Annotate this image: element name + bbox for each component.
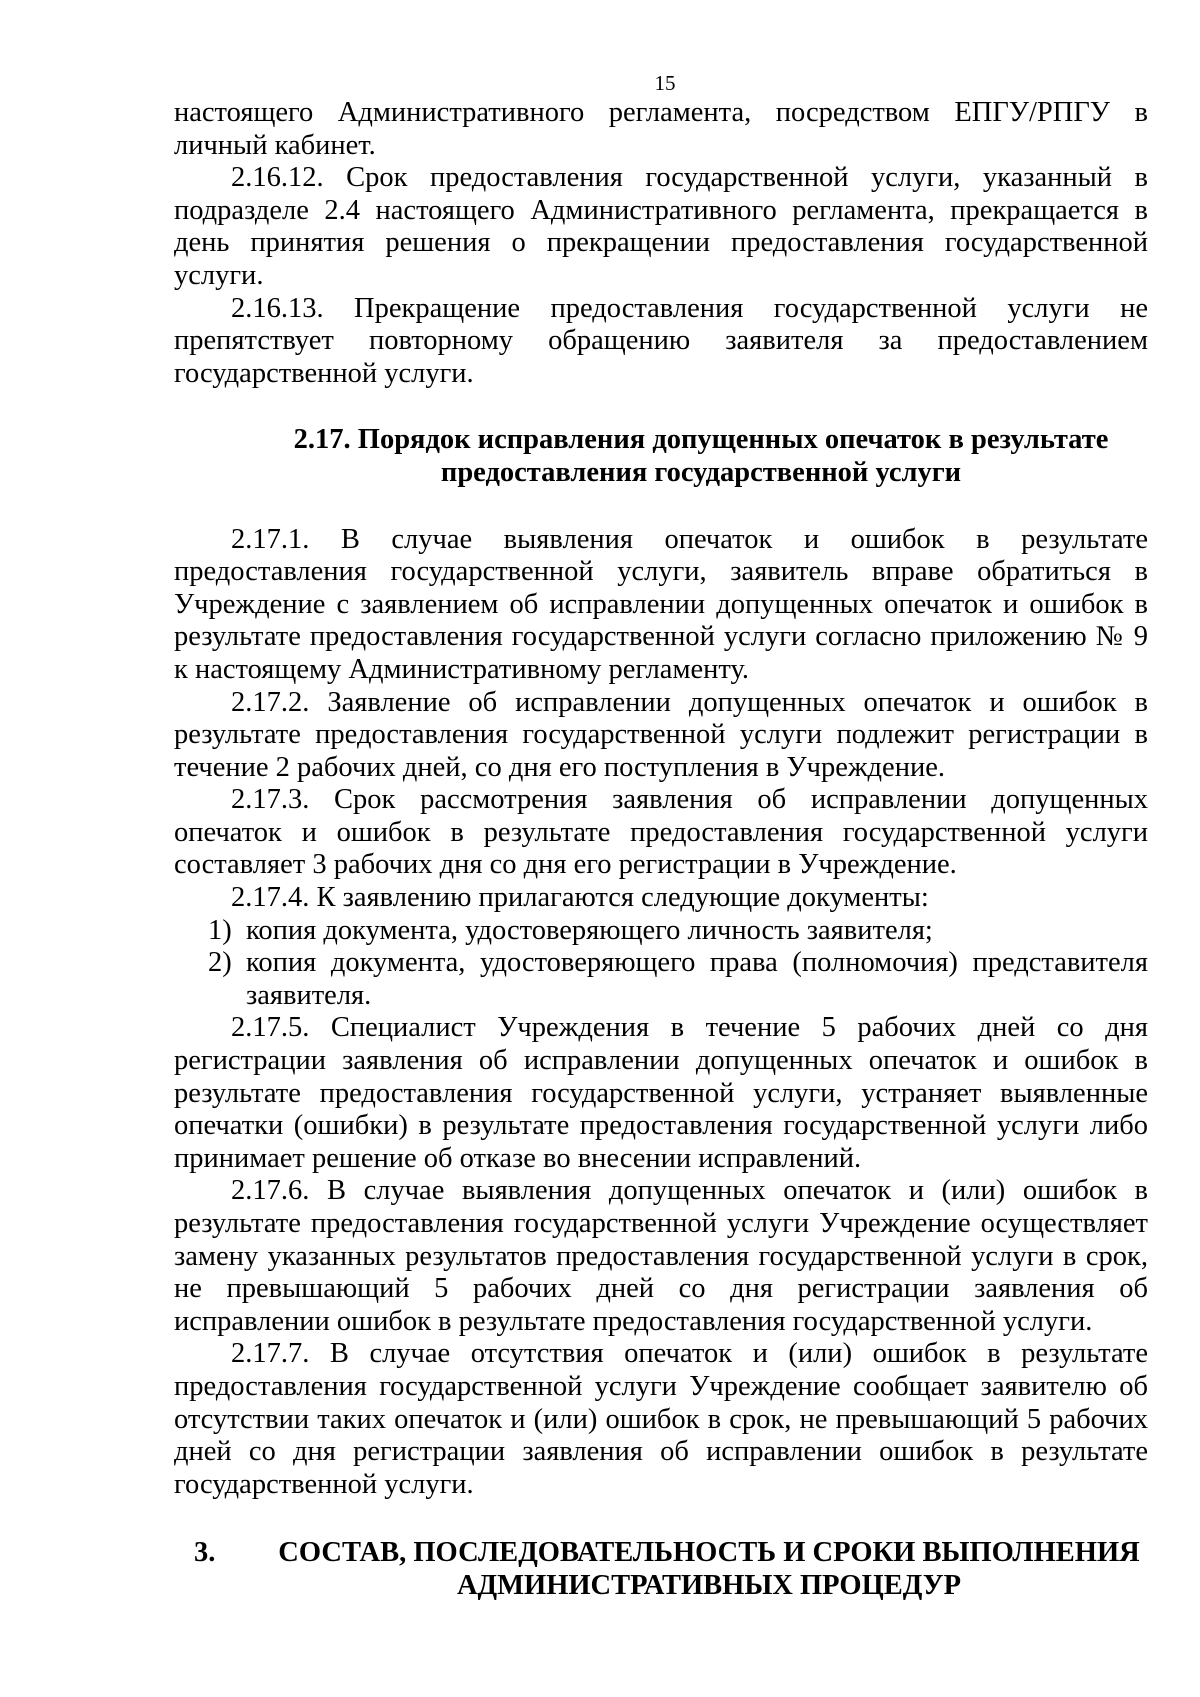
paragraph-2-17-4: 2.17.4. К заявлению прилагаются следующие документы: <box>231 882 929 914</box>
paragraph-continuation: настоящего Административного регламента, посредством ЕПГУ/РПГУ в личный кабинет. <box>174 97 1148 161</box>
section-heading-3 <box>174 1537 1148 1602</box>
page-number: 15 <box>654 71 676 95</box>
paragraph-2-17-2: 2.17.2. Заявление об исправлении допущенных опечаток и ошибок в результате предоставления государственной услуги подлежит регистрации в течение 2 рабочих дней, со дня его поступления в Учреждение. <box>174 686 1148 783</box>
section-number: 3. <box>194 1537 216 1569</box>
paragraph-2-17-7: 2.17.7. В случае отсутствия опечаток и (или) ошибок в результате предоставления государственной услуги Учреждение сообщает заявителю об отсутствии таких опечаток и (или) ошибок в срок, не превышающий 5 рабочих дней со дня регистрации заявления об исправлении ошибок в результате государственной услуги. <box>174 1338 1148 1500</box>
document-body <box>174 97 1148 1603</box>
paragraph-2-16-13: 2.16.13. Прекращение предоставления государственной услуги не препятствует повторному обращению заявителя за предоставлением государственной услуги. <box>174 292 1148 389</box>
list-item-text: копия документа, удостоверяющего личность заявителя; <box>246 914 933 946</box>
list-item-number: 2) <box>208 947 232 979</box>
list-item-number: 1) <box>208 914 232 946</box>
paragraph-2-17-5: 2.17.5. Специалист Учреждения в течение 5 рабочих дней со дня регистрации заявления об исправлении допущенных опечаток и ошибок в результате предоставления государственной услуги, устраняет выявленные опечатки (ошибки) в результате предоставления государственной услуги либо принимает решение об отказе во внесении исправлений. <box>174 1012 1148 1174</box>
section-heading-2-17: 2.17. Порядок исправления допущенных опечаток в результате предоставления государственной услуги <box>293 424 1109 488</box>
paragraph-2-17-3: 2.17.3. Срок рассмотрения заявления об исправлении допущенных опечаток и ошибок в результате предоставления государственной услуги составляет 3 рабочих дня со дня его регистрации в Учреждение. <box>174 784 1148 881</box>
list-item <box>174 915 1148 948</box>
list-item <box>174 947 1148 1012</box>
section-title: СОСТАВ, ПОСЛЕДОВАТЕЛЬНОСТЬ И СРОКИ ВЫПОЛНЕНИЯ АДМИНИСТРАТИВНЫХ ПРОЦЕДУР <box>278 1537 1140 1601</box>
paragraph-2-17-6: 2.17.6. В случае выявления допущенных опечаток и (или) ошибок в результате предоставления государственной услуги Учреждение осуществляет замену указанных результатов предоставления государственной услуги в срок, не превышающий 5 рабочих дней со дня регистрации заявления об исправлении ошибок в результате предоставления государственной услуги. <box>174 1175 1148 1337</box>
list-item-text: копия документа, удостоверяющего права (полномочия) представителя заявителя. <box>246 947 1148 1011</box>
paragraph-2-17-1: 2.17.1. В случае выявления опечаток и ошибок в результате предоставления государственной услуги, заявитель вправе обратиться в Учреждение с заявлением об исправлении допущенных опечаток и ошибок в результате предоставления государственной услуги согласно приложению № 9 к настоящему Административному регламенту. <box>174 523 1148 685</box>
paragraph-2-16-12: 2.16.12. Срок предоставления государственной услуги, указанный в подразделе 2.4 настоящего Административного регламента, прекращается в день принятия решения о прекращении предоставления государственной услуги. <box>174 162 1148 291</box>
